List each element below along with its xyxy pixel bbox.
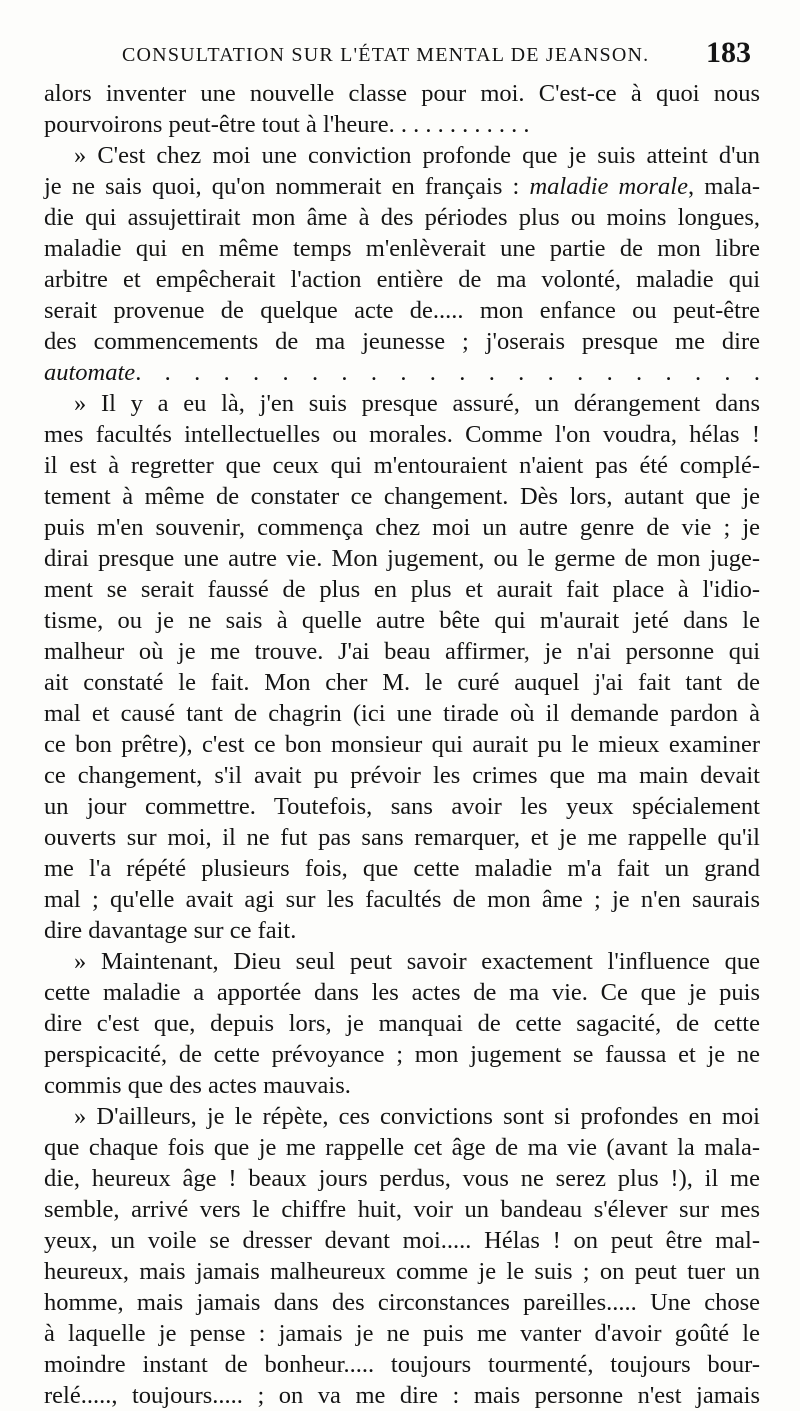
page-header (0, 36, 800, 76)
running-title: CONSULTATION SUR L'ÉTAT MENTAL DE JEANSON. (122, 44, 650, 66)
text-line: maladie qui en même temps m'enlèverait une partie de mon libre (44, 235, 760, 262)
text-line: dirai presque une autre vie. Mon jugement, ou le germe de mon juge- (44, 545, 760, 572)
text-line: alors inventer une nouvelle classe pour moi. C'est-ce à quoi nous (44, 80, 760, 107)
text-line: arbitre et empêcherait l'action entière de ma volonté, maladie qui (44, 266, 760, 293)
dot-leader: . . . . . . . . . . . . . . . . . . . . . . (135, 359, 760, 386)
text-line: ait constaté le fait. Mon cher M. le curé auquel j'ai fait tant de (44, 669, 760, 696)
text-line: à laquelle je pense : jamais je ne puis me vanter d'avoir goûté le (44, 1320, 760, 1347)
text-line: il est à regretter que ceux qui m'entouraient n'aient pas été complé- (44, 452, 760, 479)
text-line: ouverts sur moi, il ne fut pas sans remarquer, et je me rappelle qu'il (44, 824, 760, 851)
text-segment: je ne sais quoi, qu'on nommerait en français : (44, 173, 530, 200)
text-line: » Il y a eu là, j'en suis presque assuré, un dérangement dans (74, 390, 760, 417)
text-line: dire davantage sur ce fait. (44, 917, 297, 944)
text-line: malheur où je me trouve. J'ai beau affirmer, je n'ai personne qui (44, 638, 760, 665)
text-line: mal ; qu'elle avait agi sur les facultés de mon âme ; je n'en saurais (44, 886, 760, 913)
text-line: mal et causé tant de chagrin (ici une tirade où il demande pardon à (44, 700, 760, 727)
text-line: » Maintenant, Dieu seul peut savoir exactement l'influence que (74, 948, 760, 975)
text-line: dire c'est que, depuis lors, je manquai de cette sagacité, de cette (44, 1010, 760, 1037)
text-line: homme, mais jamais dans des circonstances pareilles..... Une chose (44, 1289, 760, 1316)
text-line: cette maladie a apportée dans les actes de ma vie. Ce que je puis (44, 979, 760, 1006)
text-line (44, 357, 760, 388)
italic-term: maladie morale (529, 173, 688, 200)
text-line: me l'a répété plusieurs fois, que cette maladie m'a fait un grand (44, 855, 760, 882)
text-line: un jour commettre. Toutefois, sans avoir les yeux spécialement (44, 793, 760, 820)
text-line: que chaque fois que je me rappelle cet âge de ma vie (avant la mala- (44, 1134, 760, 1161)
text-line: puis m'en souvenir, commença chez moi un autre genre de vie ; je (44, 514, 760, 541)
text-line: ce changement, s'il avait pu prévoir les crimes que ma main devait (44, 762, 760, 789)
text-line: pourvoirons peut-être tout à l'heure. . . . . . . . . . . . (44, 111, 530, 138)
text-line: die qui assujettirait mon âme à des périodes plus ou moins longues, (44, 204, 760, 231)
text-line: serait provenue de quelque acte de..... mon enfance ou peut-être (44, 297, 760, 324)
text-line: tisme, ou je ne sais à quelle autre bête qui m'aurait jeté dans le (44, 607, 760, 634)
text-segment: , mala- (687, 173, 761, 200)
text-line: » C'est chez moi une conviction profonde que je suis atteint d'un (74, 142, 760, 169)
text-line: die, heureux âge ! beaux jours perdus, vous ne serez plus !), il me (44, 1165, 760, 1192)
text-line (44, 171, 760, 202)
text-line: des commencements de ma jeunesse ; j'oserais presque me dire (44, 328, 760, 355)
text-line: » D'ailleurs, je le répète, ces convictions sont si profondes en moi (74, 1103, 760, 1130)
text-line: commis que des actes mauvais. (44, 1072, 351, 1099)
text-line: tement à même de constater ce changement. Dès lors, autant que je (44, 483, 760, 510)
body-text (44, 78, 760, 1411)
text-line: semble, arrivé vers le chiffre huit, voir un bandeau s'élever sur mes (44, 1196, 760, 1223)
italic-term: automate (44, 359, 136, 386)
text-line: ment se serait faussé de plus en plus et aurait fait place à l'idio- (44, 576, 760, 603)
text-line: relé....., toujours..... ; on va me dire : mais personne n'est jamais (44, 1382, 760, 1409)
text-line: heureux, mais jamais malheureux comme je le suis ; on peut tuer un (44, 1258, 760, 1285)
text-line: mes facultés intellectuelles ou morales. Comme l'on voudra, hélas ! (44, 421, 760, 448)
text-line: perspicacité, de cette prévoyance ; mon jugement se faussa et je ne (44, 1041, 760, 1068)
text-line: moindre instant de bonheur..... toujours tourmenté, toujours bour- (44, 1351, 760, 1378)
text-line: yeux, un voile se dresser devant moi..... Hélas ! on peut être mal- (44, 1227, 760, 1254)
page-number: 183 (706, 36, 751, 69)
text-line: ce bon prêtre), c'est ce bon monsieur qui aurait pu le mieux examiner (44, 731, 760, 758)
